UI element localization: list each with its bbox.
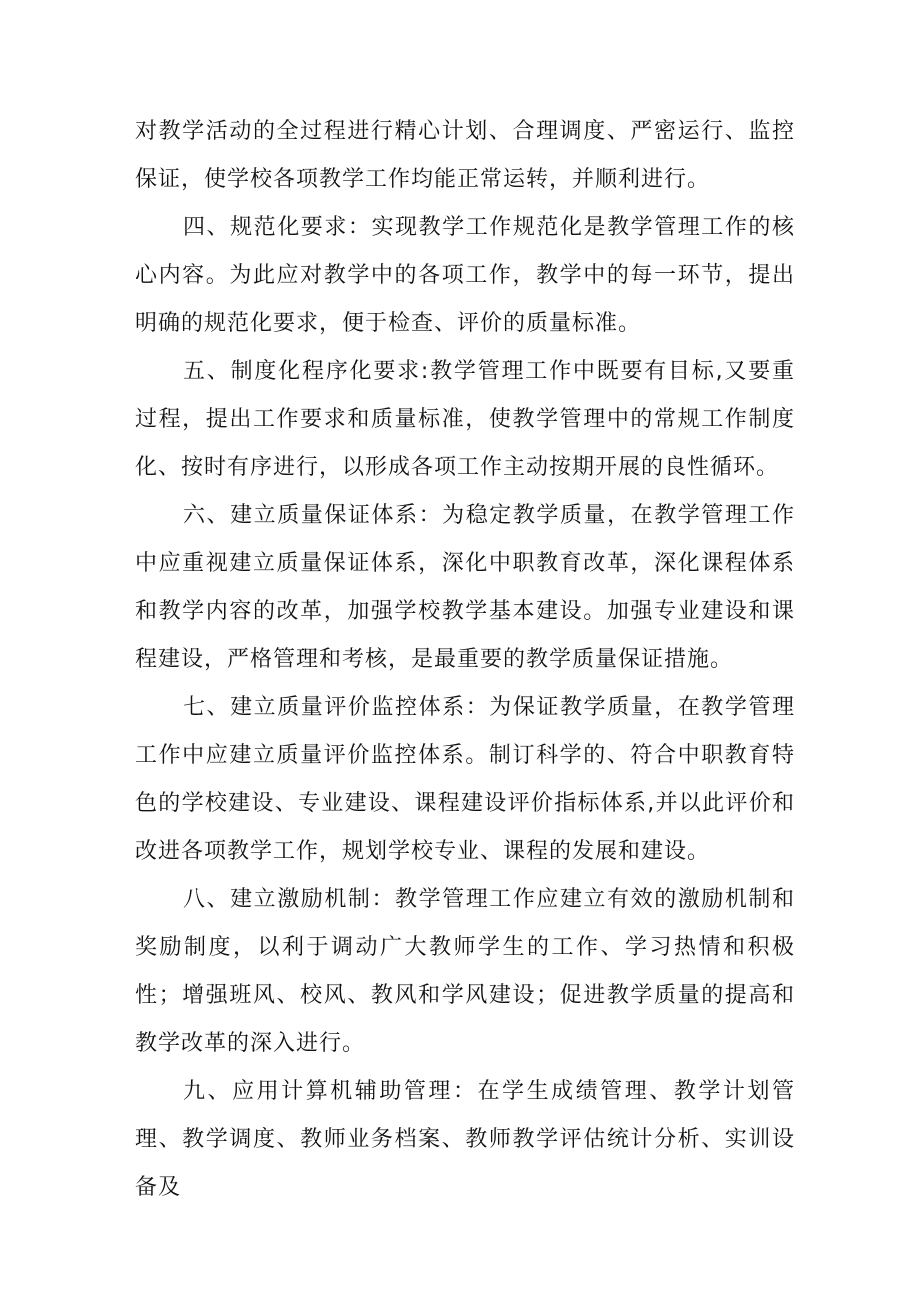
paragraph-section-8: 八、建立激励机制：教学管理工作应建立有效的激励机制和奖励制度，以利于调动广大教师学生的工作、学习热情和积极性；增强班风、校风、教风和学风建设；促进教学质量的提高和教学改革的深入进行。 <box>135 887 795 1056</box>
paragraph-section-6: 六、建立质量保证体系：为稳定教学质量，在教学管理工作中应重视建立质量保证体系，深化中职教育改革，深化课程体系和教学内容的改革，加强学校教学基本建设。加强专业建设和课程建设，严格管理和考核，是最重要的教学质量保证措施。 <box>135 503 795 672</box>
paragraph-section-5: 五、制度化程序化要求:教学管理工作中既要有目标,又要重过程，提出工作要求和质量标准，使教学管理中的常规工作制度化、按时有序进行，以形成各项工作主动按期开展的良性循环。 <box>135 359 795 480</box>
document-page <box>135 108 795 1212</box>
paragraph-section-7: 七、建立质量评价监控体系：为保证教学质量，在教学管理工作中应建立质量评价监控体系。制订科学的、符合中职教育特色的学校建设、专业建设、课程建设评价指标体系,并以此评价和改进各项教学工作，规划学校专业、课程的发展和建设。 <box>135 695 795 864</box>
paragraph-section-4: 四、规范化要求：实现教学工作规范化是教学管理工作的核心内容。为此应对教学中的各项工作，教学中的每一环节，提出明确的规范化要求，便于检查、评价的质量标准。 <box>135 215 795 336</box>
paragraph-section-9: 九、应用计算机辅助管理：在学生成绩管理、教学计划管理、教学调度、教师业务档案、教师教学评估统计分析、实训设备及 <box>135 1079 795 1200</box>
paragraph-continuation: 对教学活动的全过程进行精心计划、合理调度、严密运行、监控保证，使学校各项教学工作均能正常运转，并顺利进行。 <box>135 119 795 192</box>
